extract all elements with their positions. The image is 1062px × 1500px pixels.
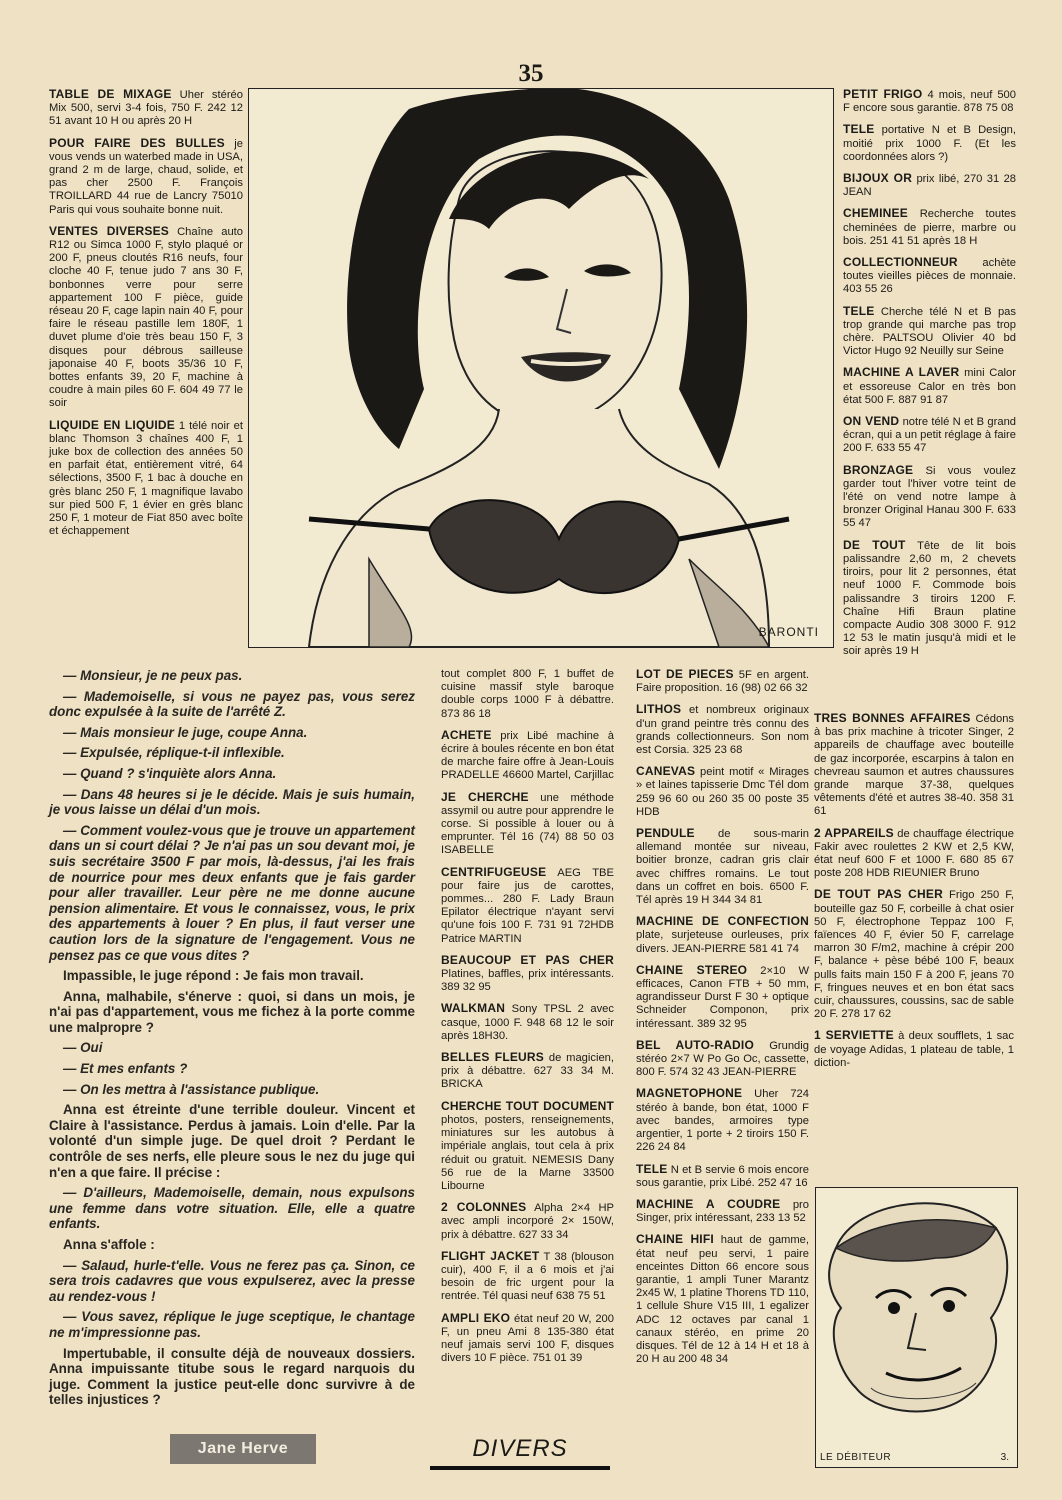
ad-keyword: CHERCHE TOUT DOCUMENT	[441, 1098, 614, 1113]
story-paragraph: — Monsieur, je ne peux pas.	[63, 668, 243, 683]
story-paragraph: — Salaud, hurle-t'elle. Vous ne ferez pas ça. Sinon, ce sera trois cadavres que vous expulserez, avec la presse au rendez-vous !	[49, 1257, 415, 1304]
ad-text: mini Calor et essoreuse Calor en très bon état 500 F. 887 91 87	[843, 367, 1016, 406]
classified-ad	[49, 88, 243, 129]
ad-keyword: TABLE DE MIXAGE	[49, 87, 172, 101]
classified-ad	[441, 1051, 614, 1092]
classified-ad	[441, 954, 614, 995]
ad-keyword: FLIGHT JACKET	[441, 1248, 540, 1263]
ad-text: tout complet 800 F, 1 buffet de cuisine massif style baroque double corps 1000 F à débattre. 873 86 18	[441, 668, 614, 720]
classifieds-column-4	[814, 712, 1014, 1078]
story-paragraph: — Comment voulez-vous que je trouve un appartement dans un si court délai ? Je n'ai pas un sou devant moi, je suis secrétaire 3500 F par mois, là-dessus, j'ai les frais de nourrice pour mes deux enfants que je fais garder pour aller travailler. Leur père ne me donne aucune pension alimentaire. Et vous le connaissez, vous, le prix des appartements à louer ? En plus, il faut verser une caution lors de la signature de l'engagement. Vous ne pensez pas ce que vous dites ?	[49, 822, 415, 963]
classified-ad	[441, 1250, 614, 1304]
ad-keyword: TRES BONNES AFFAIRES	[814, 711, 971, 725]
ad-text: Platines, baffles, prix intéressants. 389 32 95	[441, 968, 614, 994]
ad-text: photos, posters, renseignements, miniatures sur les autobus à impériale anglais, tout cela à prix réduit ou gratuit. NEMESIS Dany 56 rue de la Marne 33500 Libourne	[441, 1113, 614, 1192]
story-paragraph: — Oui	[63, 1040, 103, 1056]
classified-ad	[441, 1312, 614, 1366]
ad-keyword: 2 APPAREILS	[814, 825, 894, 840]
ad-keyword: COLLECTIONNEUR	[843, 255, 958, 270]
ad-text: une méthode assymil ou autre pour apprendre le corse. Si possible à louer ou à emprunter. Tél 16 (74) 88 50 03 ISABELLE	[441, 791, 614, 857]
classifieds-column-3	[636, 668, 809, 1374]
ad-keyword: CHEMINEE	[843, 206, 908, 221]
classified-ad	[843, 172, 1016, 199]
ad-text: Recherche toutes cheminées de pierre, marbre ou bois. 251 41 51 après 18 H	[843, 208, 1016, 247]
ad-keyword: MACHINE A COUDRE	[636, 1196, 781, 1211]
illustration-credit: BARONTI	[758, 625, 819, 639]
ad-text: notre télé N et B grand écran, qui a un petit réglage à faire 200 F. 633 55 47	[843, 416, 1017, 455]
classified-ad	[843, 256, 1016, 297]
classified-ad	[636, 668, 809, 695]
ad-keyword: PENDULE	[636, 826, 695, 841]
ad-keyword: CHAINE HIFI	[636, 1232, 714, 1247]
classified-ad	[843, 415, 1016, 456]
ad-keyword: MACHINE A LAVER	[843, 365, 960, 380]
ad-text: T 38 (blouson cuir), 400 F, il a 6 mois et j'ai besoin de fric urgent pour la rentrée. Tél quasi neuf 638 75 51	[441, 1250, 614, 1303]
classified-ad	[441, 729, 614, 783]
story-text	[49, 668, 415, 1413]
classified-ad	[636, 827, 809, 907]
ad-keyword: BEAUCOUP ET PAS CHER	[441, 952, 614, 967]
classified-ad	[441, 866, 614, 946]
classified-ad	[636, 1039, 809, 1080]
ad-keyword: TELE	[636, 1161, 668, 1176]
classified-ad	[636, 1198, 809, 1225]
ad-keyword: LOT DE PIECES	[636, 667, 734, 681]
story-paragraph: — Vous savez, réplique le juge sceptique, le chantage ne m'impressionne pas.	[49, 1309, 415, 1340]
ad-keyword: CHAINE STEREO	[636, 962, 748, 977]
classified-ad	[441, 791, 614, 858]
ad-keyword: PETIT FRIGO	[843, 87, 923, 101]
classified-ad	[49, 419, 243, 539]
ad-text: Grundig stéréo 2×7 W Po Go Oc, cassette, 800 F. 574 32 43 JEAN-PIERRE	[636, 1039, 809, 1079]
story-paragraph: Anna est étreinte d'une terrible douleur. Vincent et Claire à l'assistance. Perdus à jamais. Loin d'elle. Par la volonté d'un simple juge. De quel droit ? Perdant le contrôle de ses nerfs, elle pleure sous le nez du juge qui n'en a que faire. Il précise :	[49, 1102, 415, 1180]
classified-ad	[49, 137, 243, 217]
classified-ad	[441, 1002, 614, 1043]
ad-text: état neuf 20 W, 200 F, un pneu Ami 8 135-380 état neuf jamais servi 100 F, disques divers 10 F pièce. 751 01 39	[441, 1312, 615, 1365]
story-paragraph: — Et mes enfants ?	[63, 1061, 188, 1077]
ad-keyword: TELE	[843, 303, 875, 318]
classified-ad	[441, 1201, 614, 1242]
illustration	[248, 88, 834, 648]
ad-text: Sony TPSL 2 avec casque, 1000 F. 948 68 12 le soir après 18H30.	[441, 1003, 615, 1042]
ad-keyword: ON VEND	[843, 414, 900, 429]
ad-text: prix Libé machine à écrire à boules récente en bon état de marche faire offre à Jean-Louis PRADELLE 46600 Martel, Carjillac	[441, 729, 615, 782]
section-label	[430, 1432, 610, 1470]
ad-text: 5F en argent. Faire proposition. 16 (98) 02 66 32	[636, 669, 810, 695]
ad-keyword: LIQUIDE EN LIQUIDE	[49, 417, 175, 432]
ad-keyword: CENTRIFUGEUSE	[441, 864, 547, 879]
story-paragraph: Anna, malhabile, s'énerve : quoi, si dans un mois, je n'ai pas d'appartement, vous me fichez à la porte comme une malpropre ?	[49, 988, 415, 1035]
ad-keyword: WALKMAN	[441, 1001, 506, 1016]
classified-ad	[843, 88, 1016, 115]
ad-keyword: CANEVAS	[636, 764, 696, 779]
classified-ad	[636, 765, 809, 819]
classified-ad	[636, 1233, 809, 1366]
ad-text: 4 mois, neuf 500 F encore sous garantie. 878 75 08	[843, 89, 1017, 115]
ad-keyword: BRONZAGE	[843, 462, 914, 477]
classified-ad	[636, 1163, 809, 1190]
story-paragraph: — On les mettra à l'assistance publique.	[63, 1081, 320, 1097]
classified-ad	[814, 1029, 1014, 1070]
ad-text: Chaîne auto R12 ou Simca 1000 F, stylo plaqué or 200 F, pneus cloutés R16 neufs, four cloche 40 F, tenue judo 7 ans 30 F, bonbonnes verre pour serre appartement 100 F pièce, guide réseau 20 F, cage lapin nain 40 F, pour faire le réseau pastille lem 180F, 1 duvet plume d'oie très beau 150 F, 3 disques pour débrous sailleuse japonaise 40 F, boots 35/36 10 F, bottes enfants 39, 20 F, machine à coudre à main piles 60 F. 604 49 77 le soir	[49, 225, 243, 410]
ad-text: Cédons à bas prix machine à tricoter Singer, 2 appareils de chauffage avec bouteille de gaz incorporée, escarpins à talon en chevreau saumon et autres chaussures grande marque 37-38, quelques vêtements d'été et autres 38-40. 358 31 61	[814, 713, 1015, 818]
classified-ad	[636, 703, 809, 757]
section-title: DIVERS	[472, 1435, 568, 1462]
debtor-cartoon-drawing	[816, 1188, 1017, 1467]
story-paragraph: — Dans 48 heures si je le décide. Mais je suis humain, je vous laisse un délai d'un mois.	[49, 786, 415, 818]
cartoon-caption: LE DÉBITEUR	[820, 1452, 892, 1463]
author-byline: Jane Herve	[170, 1434, 316, 1464]
ad-text: de magicien, prix à débattre. 627 33 34 M. BRICKA	[441, 1052, 614, 1091]
ad-text: haut de gamme, état neuf peu servi, 1 paire enceintes Ditton 66 encore sous garantie, 1 ampli Tuner Marantz 2x45 W, 1 platine Thorens TD 110, 1 cellule Shure V15 III, 1 egalizer ADC 12 octaves par canal 1 canaux stéréo, en prime 20 disques. Tél de 12 à 14 H et 18 à 20 H au 200 48 34	[636, 1234, 810, 1366]
ad-keyword: BELLES FLEURS	[441, 1050, 544, 1065]
cartoon	[815, 1187, 1018, 1468]
classified-ad	[843, 464, 1016, 531]
classified-ad	[636, 964, 809, 1031]
story-paragraph: Anna s'affole :	[63, 1237, 155, 1252]
classified-ad	[441, 668, 614, 721]
ad-text: pro Singer, prix intéressant, 233 13 52	[636, 1198, 809, 1225]
story-paragraph: Impertubable, il consulte déjà de nouveaux dossiers. Anna impuissante titube sous le regard narquois du juge. Comment la justice peut-elle donc survivre à de telles injustices ?	[49, 1345, 415, 1408]
ad-keyword: BEL AUTO-RADIO	[636, 1037, 754, 1052]
ad-text: Cherche télé N et B pas trop grande qui marche pas trop chère. PALTSOU Olivier 40 bd Victor Hugo 92 Neuilly sur Seine	[843, 305, 1017, 358]
classified-ad	[636, 1087, 809, 1154]
classifieds-column-2	[441, 668, 614, 1373]
classified-ad	[441, 1100, 614, 1193]
classifieds-column-left	[49, 88, 243, 547]
ad-keyword: AMPLI EKO	[441, 1310, 511, 1325]
classified-ad	[843, 366, 1016, 407]
ad-keyword: 2 COLONNES	[441, 1200, 527, 1215]
ad-text: et nombreux originaux d'un grand peintre très connu des grands collectionneurs. Son nom est Corsia. 325 23 68	[636, 704, 810, 757]
woman-drawing	[249, 89, 833, 647]
ad-keyword: VENTES DIVERSES	[49, 223, 169, 238]
story-paragraph: Impassible, le juge répond : Je fais mon travail.	[63, 968, 364, 984]
ad-keyword: TELE	[843, 122, 875, 137]
ad-text: Uher 724 stéréo à bande, bon état, 1000 F avec bandes, armoires type argentier, 1 porte + 2 tiroirs 150 F. 226 24 84	[636, 1088, 809, 1154]
ad-text: de chauffage électrique Fakir avec roulettes 2 KW et 2,5 KW, état neuf 600 F et 1000 F. 680 85 67 poste 208 HDB RIEUNIER Bruno	[814, 827, 1014, 880]
ad-keyword: ACHETE	[441, 727, 492, 742]
ad-text: Alpha 2×4 HP avec ampli incorporé 2× 150W, prix à débattre. 627 33 34	[441, 1202, 614, 1241]
ad-text: Frigo 250 F, bouteille gaz 50 F, corbeille à chat osier 50 F, électrophone Teppaz 100 F, faïences 40 F, évier 50 F, carrelage marron 30 F/m2, machine à crépir 200 F, balance + pèse bébé 100 F, beaux pulls faits main 150 F à 200 F, jeans 70 F, fringues neuves et en bon état sacs cuir, chaussures, coussins, sac de sable 20 F. 278 17 62	[814, 889, 1014, 1021]
story-paragraph: — Mademoiselle, si vous ne payez pas, vous serez donc expulsée à la suite de l'arrêté Z.	[49, 688, 415, 720]
ad-text: Si vous voulez garder tout l'hiver votre teint de l'été on vend notre lampe à bronzer Original Hanau 300 F. 633 55 47	[843, 464, 1016, 530]
ad-keyword: JE CHERCHE	[441, 789, 529, 804]
ad-text: portative N et B Design, moitié prix 1000 F. (Et les coordonnées alors ?)	[843, 124, 1016, 163]
ad-keyword: DE TOUT PAS CHER	[814, 887, 943, 902]
classified-ad	[843, 207, 1016, 248]
cartoon-number: 3.	[1000, 1452, 1009, 1463]
ad-text: je vous vends un waterbed made in USA, grand 2 m de large, chaud, solide, et pas cher 2500 F. François TROILLARD 44 rue de Lancry 75010 Paris qui vous souhaite bonne nuit.	[49, 137, 244, 216]
ad-keyword: BIJOUX OR	[843, 171, 913, 186]
page-number: 35	[518, 60, 544, 87]
classified-ad	[49, 225, 243, 411]
ad-text: à deux soufflets, 1 sac de voyage Adidas, 1 plateau de table, 1 diction-	[814, 1030, 1015, 1069]
ad-text: 1 télé noir et blanc Thomson 3 chaînes 400 F, 1 juke box de collection des années 50 en parfait état, entièrement vitré, 64 sélections, 3500 F, 1 bac à douche en grès blanc 250 F, 1 magnifique lavabo sur pied 500 F, 1 évier en grès blanc 250 F, 1 moteur de Fiat 850 avec boîte et échappement	[49, 419, 243, 538]
ad-text: 2×10 W efficaces, Canon FTB + 50 mm, agrandisseur Durst F 30 + optique Schneider Componon, prix intéressant. 389 32 95	[636, 964, 810, 1030]
classified-ad	[814, 827, 1014, 881]
ad-keyword: MACHINE DE CONFECTION	[636, 914, 809, 929]
story-paragraph: — Quand ? s'inquiète alors Anna.	[63, 765, 277, 781]
ad-text: peint motif « Mirages » et laines tapisserie Dmc Tél dom 259 96 60 ou 260 35 00 poste 35 HDB	[636, 766, 809, 818]
ad-text: prix libé, 270 31 28 JEAN	[843, 173, 1017, 199]
ad-text: achète toutes vieilles pièces de monnaie. 403 55 26	[843, 257, 1016, 296]
story-paragraph: — Expulsée, réplique-t-il inflexible.	[63, 745, 285, 761]
ad-text: plate, surjeteuse ourleuses, prix divers. JEAN-PIERRE 581 41 74	[636, 929, 809, 955]
story-paragraph: — D'ailleurs, Mademoiselle, demain, nous expulsons une femme dans votre situation. Elle, elle a quatre enfants.	[49, 1185, 415, 1232]
story-paragraph: — Mais monsieur le juge, coupe Anna.	[63, 724, 308, 740]
ad-keyword: DE TOUT	[843, 537, 906, 552]
ad-text: Uher stéréo Mix 500, servi 3-4 fois, 750 F. 242 12 51 avant 10 H ou après 20 H	[49, 89, 244, 128]
ad-text: N et B servie 6 mois encore sous garantie, prix Libé. 252 47 16	[636, 1163, 810, 1189]
classified-ad	[636, 915, 809, 956]
classified-ad	[843, 305, 1016, 359]
classified-ad	[843, 539, 1016, 659]
ad-keyword: 1 SERVIETTE	[814, 1028, 894, 1043]
ad-keyword: MAGNETOPHONE	[636, 1086, 743, 1101]
ad-keyword: POUR FAIRE DES BULLES	[49, 135, 225, 150]
ad-text: AEG TBE pour faire jus de carottes, pommes... 280 F. Lady Braun Epilator électrique n'ayant servi qu'une fois 100 F. 731 91 72HDB Patrice MARTIN	[441, 866, 614, 945]
ad-keyword: LITHOS	[636, 702, 682, 717]
classified-ad	[814, 712, 1014, 819]
ad-text: Tête de lit bois palissandre 2,60 m, 2 chevets tiroirs, pour lit 2 personnes, état neuf 1000 F. Commode bois palissandre 3 tiroirs 1200 F. Chaîne Hifi Braun platine compacte Audio 308 3000 F. 912 12 53 le matin jusqu'à midi et le soir après 19 H	[843, 539, 1016, 658]
classified-ad	[814, 888, 1014, 1021]
ad-text: de sous-marin allemand montée sur niveau, boitier bronze, cadran gris clair avec chiffres romains. Le tout dans un coffret en bois. 6500 F. Tél après 19 H 344 34 81	[636, 828, 809, 907]
classifieds-column-right	[843, 88, 1016, 667]
classified-ad	[843, 123, 1016, 164]
